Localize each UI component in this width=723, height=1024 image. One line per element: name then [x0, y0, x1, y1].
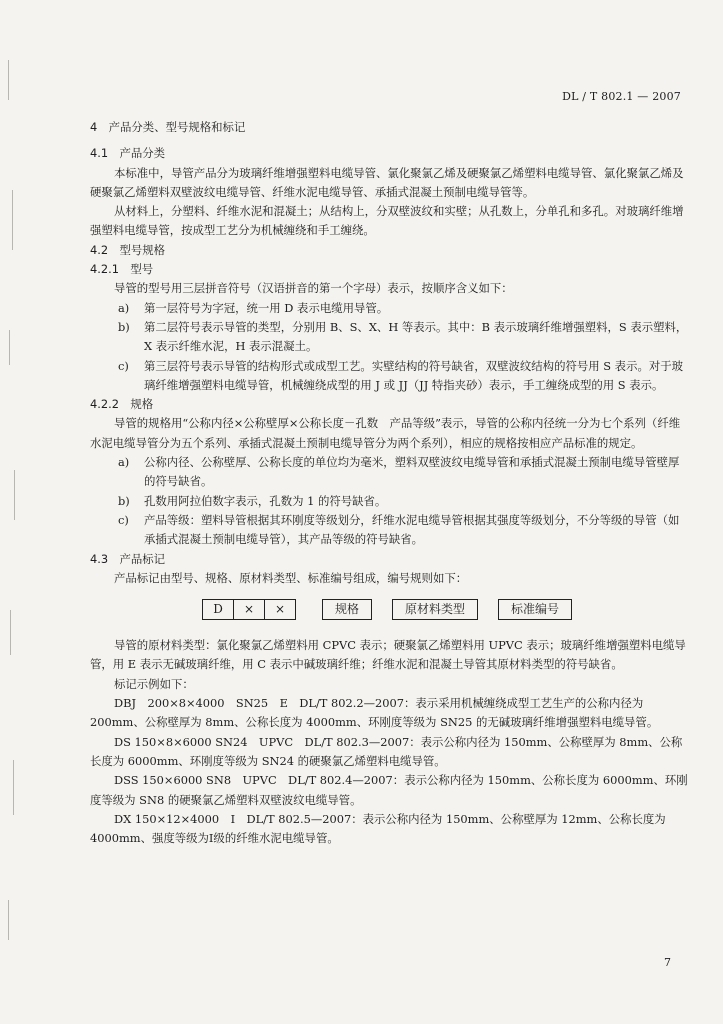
- section-4-heading: 4 产品分类、型号规格和标记: [90, 120, 246, 134]
- material-type-paragraph: 导管的原材料类型：氯化聚氯乙烯塑料用 CPVC 表示；硬聚氯乙烯塑料用 UPVC 表示；玻璃纤维增强塑料电缆导管，用 E 表示无碱玻璃纤维，用 C 表示中碱玻璃纤维；纤维水泥和混凝土导管其原材料类型的符号缺省。: [90, 638, 686, 672]
- section-4-3-intro: 产品标记由型号、规格、原材料类型、标准编号组成，编号规则如下：: [114, 570, 468, 585]
- list-item-mark: b): [118, 319, 130, 334]
- section-4-1-paragraph-1: 本标准中，导管产品分为玻璃纤维增强塑料电缆导管、氯化聚氯乙烯及硬聚氯乙烯塑料电缆导管、氯化聚氯乙烯及硬聚氯乙烯塑料双壁波纹电缆导管、纤维水泥电缆导管、承插式混凝土预制电缆导管等。: [90, 165, 684, 199]
- binding-edge-marks: [0, 0, 30, 1024]
- section-4-2-2-heading: 4.2.2 规格: [90, 397, 154, 412]
- list-item: [90, 299, 690, 318]
- section-4-2-1-heading: 4.2.1 型号: [90, 262, 154, 277]
- model-letter-d: D: [203, 600, 234, 619]
- standard-number-box: 标准编号: [498, 599, 572, 620]
- spec-box: 规格: [322, 599, 372, 620]
- list-item: [90, 357, 690, 396]
- marking-example: DS 150×8×6000 SN24 UPVC DL/T 802.3—2007：表示公称内径为 150mm、公称壁厚为 8mm、公称长度为 6000mm、环刚度等级为 SN24 的硬聚氯乙烯塑料电缆导管。: [90, 734, 683, 768]
- list-item-mark: b): [118, 493, 130, 508]
- section-4-2-heading: 4.2 型号规格: [90, 242, 166, 257]
- material-type-box: 原材料类型: [392, 599, 478, 620]
- model-slot-2: ×: [234, 600, 265, 619]
- page-number: 7: [664, 956, 671, 969]
- section-4-1-heading: 4.1 产品分类: [90, 146, 166, 161]
- list-item: [90, 492, 690, 511]
- marking-example: DX 150×12×4000 Ⅰ DL/T 802.5—2007：表示公称内径为 150mm、公称壁厚为 12mm、公称长度为 4000mm、强度等级为Ⅰ级的纤维水泥电缆导管。: [90, 811, 666, 846]
- marking-scheme-diagram: [202, 599, 690, 620]
- section-4-1-paragraph-2: 从材料上，分塑料、纤维水泥和混凝土；从结构上，分双壁波纹和实壁；从孔数上，分单孔和多孔。对玻璃纤维增强塑料电缆导管，按成型工艺分为机械缠绕和手工缠绕。: [90, 204, 684, 238]
- standard-code-header: DL / T 802.1 — 2007: [562, 90, 681, 103]
- list-item-text: 产品等级：塑料导管根据其环刚度等级划分，纤维水泥电缆导管根据其强度等级划分，不分等级的导管（如承插式混凝土预制电缆导管），其产品等级的符号缺省。: [144, 512, 680, 547]
- list-item-mark: a): [118, 300, 130, 315]
- list-item: [90, 453, 690, 492]
- examples-heading: 标记示例如下：: [114, 676, 194, 691]
- list-item-text: 第一层符号为字冠，统一用 D 表示电缆用导管。: [144, 300, 389, 315]
- section-4-2-1-intro: 导管的型号用三层拼音符号（汉语拼音的第一个字母）表示，按顺序含义如下：: [114, 281, 513, 296]
- list-item-mark: c): [118, 512, 129, 527]
- list-item-mark: c): [118, 358, 129, 373]
- list-item-text: 第二层符号表示导管的类型，分别用 B、S、X、H 等表示。其中：B 表示玻璃纤维增强塑料，S 表示塑料，X 表示纤维水泥，H 表示混凝土。: [144, 319, 688, 354]
- section-4-2-2-intro: 导管的规格用“公称内径×公称壁厚×公称长度－孔数 产品等级”表示，导管的公称内径统一分为七个系列（纤维水泥电缆导管分为五个系列、承插式混凝土预制电缆导管分为两个系列），相应的规格按相应产品标准的规定。: [90, 416, 681, 450]
- marking-example: DSS 150×6000 SN8 UPVC DL/T 802.4—2007：表示公称内径为 150mm、公称长度为 6000mm、环刚度等级为 SN8 的硬聚氯乙烯塑料双壁波纹电缆导管。: [90, 773, 688, 807]
- model-code-box: [202, 599, 296, 620]
- list-item-mark: a): [118, 455, 130, 470]
- model-slot-3: ×: [274, 602, 286, 617]
- section-4-3-heading: 4.3 产品标记: [90, 551, 166, 566]
- list-item: [90, 511, 690, 550]
- list-item-text: 第三层符号表示导管的结构形式或成型工艺。实壁结构的符号缺省，双壁波纹结构的符号用 S 表示。对于玻璃纤维增强塑料电缆导管，机械缠绕成型的用 J 或 JJ（JJ 特指夹砂）表示，手工缠绕成型的用 S 表示。: [144, 358, 684, 392]
- document-body: [90, 118, 690, 848]
- list-item-text: 公称内径、公称壁厚、公称长度的单位均为毫米，塑料双壁波纹电缆导管和承插式混凝土预制电缆导管壁厚的符号缺省。: [144, 455, 680, 489]
- marking-example: DBJ 200×8×4000 SN25 E DL/T 802.2—2007：表示采用机械缠绕成型工艺生产的公称内径为 200mm、公称壁厚为 8mm、公称长度为 4000mm、环刚度等级为 SN25 的无碱玻璃纤维增强塑料电缆导管。: [90, 696, 659, 730]
- list-item: [90, 318, 690, 357]
- list-item-text: 孔数用阿拉伯数字表示，孔数为 1 的符号缺省。: [144, 493, 387, 508]
